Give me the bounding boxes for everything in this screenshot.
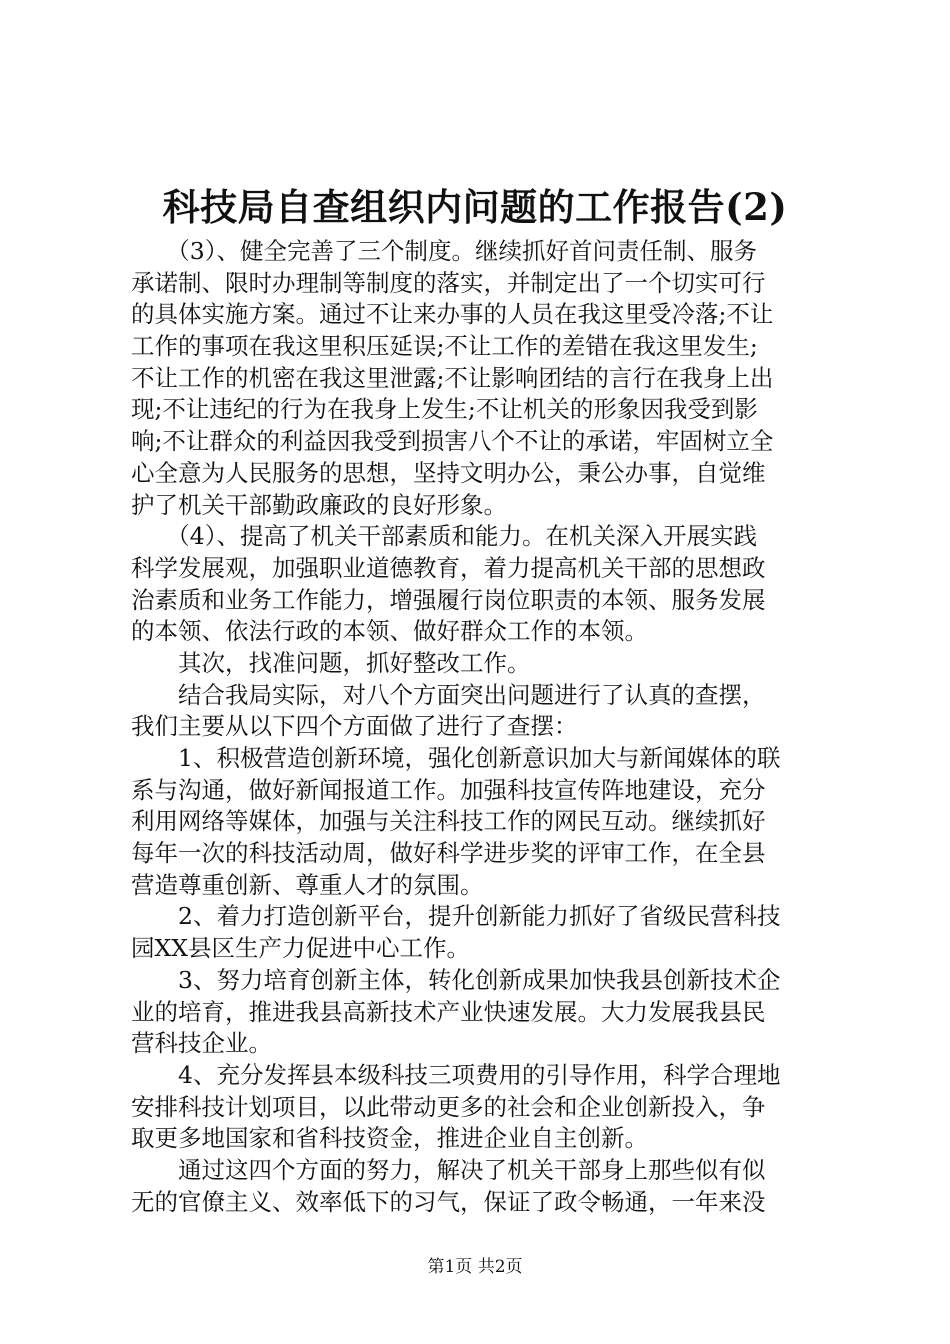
body-line: 我们主要从以下四个方面做了进行了查摆： [131, 712, 578, 741]
body-line: 结合我局实际，对八个方面突出问题进行了认真的查摆， [131, 680, 766, 709]
body-line: 现;不让违纪的行为在我身上发生;不让机关的形象因我受到影 [131, 395, 758, 424]
body-line: 系与沟通，做好新闻报道工作。加强科技宣传阵地建设，充分 [131, 775, 766, 804]
body-line: 的具体实施方案。通过不让来办事的人员在我这里受冷落;不让 [131, 300, 774, 329]
body-line: 园XX县区生产力促进中心工作。 [131, 934, 470, 963]
body-line: 的本领、依法行政的本领、做好群众工作的本领。 [131, 617, 648, 646]
body-line: 业的培育，推进我县高新技术产业快速发展。大力发展我县民 [131, 997, 766, 1026]
body-line: 安排科技计划项目，以此带动更多的社会和企业创新投入，争 [131, 1092, 766, 1121]
page-number-footer: 第1页 共2页 [427, 1257, 523, 1277]
document-body [131, 236, 831, 1218]
body-line: （4）、提高了机关干部素质和能力。在机关深入开展实践 [131, 522, 757, 551]
body-line: 2、着力打造创新平台，提升创新能力抓好了省级民营科技 [131, 902, 781, 931]
body-line: 工作的事项在我这里积压延误;不让工作的差错在我这里发生; [131, 332, 758, 361]
body-line: 取更多地国家和省科技资金，推进企业自主创新。 [131, 1124, 648, 1153]
body-line: 无的官僚主义、效率低下的习气，保证了政令畅通，一年来没 [131, 1187, 766, 1216]
body-line: 通过这四个方面的努力，解决了机关干部身上那些似有似 [131, 1155, 766, 1184]
body-line: 不让工作的机密在我这里泄露;不让影响团结的言行在我身上出 [131, 363, 774, 392]
body-line: 治素质和业务工作能力，增强履行岗位职责的本领、服务发展 [131, 585, 766, 614]
body-line: 承诺制、限时办理制等制度的落实，并制定出了一个切实可行 [131, 268, 766, 297]
body-line: 营科技企业。 [131, 1029, 272, 1058]
body-line: 1、积极营造创新环境，强化创新意识加大与新闻媒体的联 [131, 744, 781, 772]
body-line: 其次，找准问题，抓好整改工作。 [131, 648, 531, 677]
body-line: 每年一次的科技活动周，做好科学进步奖的评审工作，在全县 [131, 839, 766, 868]
body-line: 营造尊重创新、尊重人才的氛围。 [131, 870, 484, 899]
body-line: （3）、健全完善了三个制度。继续抓好首问责任制、服务 [131, 237, 757, 265]
body-line: 响;不让群众的利益因我受到损害八个不让的承诺，牢固树立全 [131, 427, 774, 456]
body-line: 4、充分发挥县本级科技三项费用的引导作用，科学合理地 [131, 1060, 781, 1089]
body-line: 3、努力培育创新主体，转化创新成果加快我县创新技术企 [131, 965, 781, 994]
body-line: 心全意为人民服务的思想，坚持文明办公，秉公办事，自觉维 [131, 458, 766, 487]
body-line: 利用网络等媒体，加强与关注科技工作的网民互动。继续抓好 [131, 807, 766, 836]
document-title: 科技局自查组织内问题的工作报告(2) [162, 185, 788, 229]
body-line: 科学发展观，加强职业道德教育，着力提高机关干部的思想政 [131, 553, 766, 582]
body-line: 护了机关干部勤政廉政的良好形象。 [131, 490, 507, 519]
